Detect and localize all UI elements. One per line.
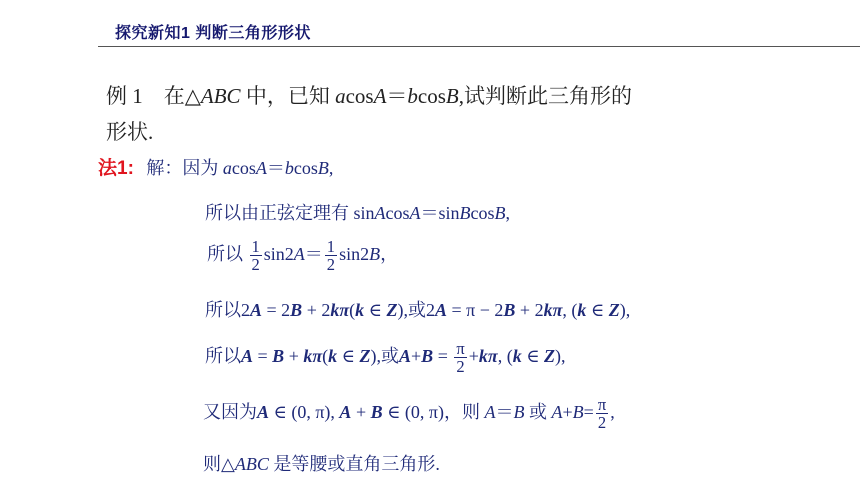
math-var: B <box>370 402 383 423</box>
math-func: cos <box>470 203 495 223</box>
problem-text: 在△ <box>163 84 201 108</box>
math-var: B <box>513 402 525 423</box>
math-op: ＝ <box>304 244 323 265</box>
math-var: A <box>373 84 387 108</box>
math-var: A <box>257 402 270 423</box>
solution-text: 或 <box>524 402 552 423</box>
fraction <box>250 238 262 274</box>
math-var: B <box>459 203 471 223</box>
solution-text: 所以 <box>205 346 241 367</box>
math-op: ( <box>349 300 356 320</box>
triangle-name: ABC <box>200 84 241 108</box>
math-op: + <box>284 346 304 367</box>
header-divider <box>98 46 860 47</box>
solution-text: 所以 <box>205 300 241 320</box>
solution-line-2 <box>205 199 510 225</box>
math-op: ( <box>322 346 329 367</box>
fraction-denominator: 2 <box>597 413 607 433</box>
solution-text: 是等腰或直角三角形. <box>268 454 440 474</box>
math-var: kπ <box>478 346 498 367</box>
math-var: kπ <box>303 346 323 367</box>
math-var: Z <box>608 300 620 320</box>
math-func: cos <box>293 158 318 178</box>
math-var: Z <box>359 346 371 367</box>
fraction-numerator: 1 <box>326 237 336 256</box>
math-var: B <box>290 300 303 320</box>
math-op: ＝ <box>420 203 439 223</box>
solution-line-5 <box>205 340 566 376</box>
math-num: 2 <box>241 300 250 320</box>
math-var: kπ <box>543 300 563 320</box>
fraction <box>454 340 466 376</box>
math-op: ),或 <box>370 346 399 367</box>
math-var: B <box>445 84 459 108</box>
fraction-denominator: 2 <box>456 357 465 377</box>
math-op: ),或 <box>397 300 426 320</box>
fraction <box>325 238 337 274</box>
math-var: A <box>339 402 352 423</box>
triangle-name: ABC <box>234 454 269 474</box>
example-label: 例 1 <box>106 84 143 108</box>
math-op: + <box>468 346 479 367</box>
math-var: B <box>494 203 506 223</box>
fraction-numerator: 1 <box>251 237 260 256</box>
math-op: , ( <box>562 300 578 320</box>
solution-text: 则△ <box>203 454 235 474</box>
math-var: B <box>369 244 381 265</box>
math-var: k <box>328 346 338 367</box>
math-var: A <box>484 402 496 423</box>
math-var: B <box>503 300 516 320</box>
solution-line-4 <box>205 296 630 322</box>
math-var: A <box>399 346 412 367</box>
math-func: cos <box>231 158 256 178</box>
problem-text: ,试判断此三角形的 <box>458 84 632 108</box>
math-var: B <box>317 158 329 178</box>
math-func: cos <box>417 84 446 108</box>
solution-text: ，则 <box>444 402 485 423</box>
math-op: ∈ <box>364 300 387 320</box>
math-var: k <box>577 300 587 320</box>
math-op: ), <box>619 300 631 320</box>
math-op: + <box>411 346 422 367</box>
math-var: a <box>335 84 346 108</box>
solution-line-3 <box>207 238 398 274</box>
fraction-denominator: 2 <box>251 255 260 275</box>
math-num: 2 <box>426 300 435 320</box>
solution-text: 所以由正弦定理有 <box>205 203 354 223</box>
solution-text: , <box>328 158 334 178</box>
problem-text: 中，已知 <box>240 84 336 108</box>
math-var: kπ <box>330 300 350 320</box>
section-title: 探究新知1 判断三角形形状 <box>115 25 311 42</box>
math-func: sin2 <box>339 244 370 265</box>
math-var: k <box>355 300 365 320</box>
solution-text: ， <box>380 244 399 265</box>
math-func: sin <box>353 203 375 223</box>
fraction <box>596 396 608 432</box>
math-var: A <box>241 346 254 367</box>
math-op: ∈ <box>586 300 609 320</box>
problem-line-2 <box>106 116 153 146</box>
math-var: Z <box>386 300 398 320</box>
solution-line-7 <box>203 450 440 476</box>
solution-line-6 <box>203 396 615 432</box>
solution-text: 所以 <box>207 244 248 265</box>
math-var: B <box>421 346 434 367</box>
solution-text: , <box>610 402 615 423</box>
math-func: cos <box>345 84 374 108</box>
math-op: = <box>253 346 273 367</box>
math-var: B <box>572 402 584 423</box>
fraction-numerator: π <box>456 339 465 358</box>
math-var: A <box>551 402 563 423</box>
problem-text: 形状. <box>106 120 154 144</box>
math-var: a <box>222 158 232 178</box>
method-label: 法1: <box>98 158 134 179</box>
math-var: k <box>512 346 522 367</box>
math-var: A <box>250 300 263 320</box>
math-op: = 2 <box>262 300 291 320</box>
math-op: = <box>583 402 594 423</box>
math-func: sin <box>438 203 460 223</box>
math-var: b <box>284 158 294 178</box>
fraction-denominator: 2 <box>326 255 336 275</box>
solution-text: 又因为 <box>203 402 257 423</box>
math-var: A <box>374 203 386 223</box>
math-op: + 2 <box>515 300 544 320</box>
fraction-numerator: π <box>597 395 607 414</box>
math-var: A <box>409 203 421 223</box>
math-op: ＝ <box>495 402 514 423</box>
math-op: + <box>351 402 371 423</box>
math-op: = <box>433 346 453 367</box>
math-op: ∈ (0, π), <box>269 402 340 423</box>
math-var: A <box>293 244 305 265</box>
math-op: ∈ <box>521 346 545 367</box>
math-var: A <box>435 300 448 320</box>
solution-line-1 <box>98 153 333 180</box>
math-op: ), <box>555 346 566 367</box>
math-op: ＝ <box>266 158 285 178</box>
math-op: + 2 <box>302 300 331 320</box>
problem-line-1 <box>106 80 632 110</box>
math-op: + <box>562 402 573 423</box>
solution-text: , <box>505 203 511 223</box>
math-func: sin2 <box>263 244 294 265</box>
math-var: B <box>272 346 285 367</box>
math-op: ＝ <box>386 84 408 108</box>
math-func: cos <box>385 203 410 223</box>
math-var: A <box>255 158 267 178</box>
math-op: = π − 2 <box>447 300 504 320</box>
math-op: , ( <box>497 346 513 367</box>
math-op: ∈ <box>337 346 360 367</box>
math-op: ∈ (0, π) <box>382 402 445 423</box>
math-var: b <box>407 84 418 108</box>
math-var: Z <box>544 346 556 367</box>
solution-text: 解：因为 <box>146 158 223 178</box>
